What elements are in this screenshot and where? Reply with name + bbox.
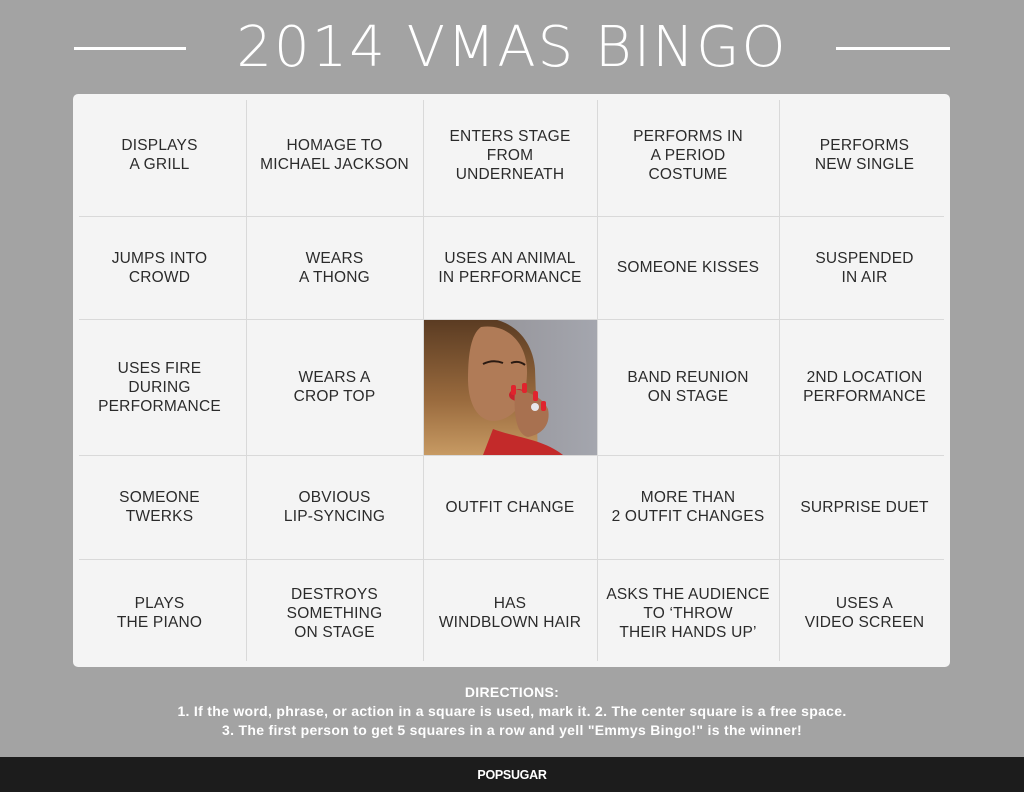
title-rule-right: [836, 47, 950, 50]
bingo-square[interactable]: [423, 216, 597, 319]
bingo-square-label: SOMEONE TWERKS: [119, 489, 200, 525]
bingo-square-label: PERFORMS IN A PERIOD COSTUME: [633, 127, 743, 183]
bingo-square-label: BAND REUNION ON STAGE: [627, 369, 749, 405]
grid-divider-horizontal: [79, 559, 944, 560]
bingo-square[interactable]: [73, 559, 246, 667]
bingo-square-label: DESTROYS SOMETHING ON STAGE: [286, 585, 383, 641]
bingo-square-label: WEARS A CROP TOP: [293, 369, 376, 405]
grid-divider-horizontal: [79, 319, 944, 320]
directions-heading: DIRECTIONS:: [464, 684, 560, 700]
bingo-square-label: WEARS A THONG: [299, 249, 370, 286]
bingo-square[interactable]: [73, 455, 246, 559]
footer-bar: [0, 757, 1024, 792]
bingo-square[interactable]: [779, 216, 950, 319]
popsugar-logo: POPSUGAR: [477, 767, 547, 782]
directions: [0, 683, 1024, 740]
bingo-square[interactable]: [246, 216, 423, 319]
directions-line-1: 1. If the word, phrase, or action in a square is used, mark it. 2. The center square is a free space.: [177, 703, 847, 719]
bingo-square-label: OBVIOUS LIP-SYNCING: [283, 489, 386, 525]
grid-divider-horizontal: [79, 455, 944, 456]
bingo-square-label: MORE THAN 2 OUTFIT CHANGES: [611, 489, 765, 525]
page-title: 2014 VMAS BINGO: [236, 15, 788, 80]
bingo-square[interactable]: [779, 319, 950, 455]
bingo-square[interactable]: [779, 455, 950, 559]
grid-divider-vertical: [246, 100, 247, 661]
bingo-square[interactable]: [246, 94, 423, 216]
bingo-square[interactable]: [246, 455, 423, 559]
grid-divider-vertical: [779, 100, 780, 661]
bingo-square[interactable]: [597, 94, 779, 216]
bingo-square-label: ASKS THE AUDIENCE TO ‘THROW THEIR HANDS UP’: [606, 585, 770, 641]
bingo-square-label: SOMEONE KISSES: [616, 259, 760, 276]
center-free-space-photo: [423, 319, 597, 455]
bingo-square-label: ENTERS STAGE FROM UNDERNEATH: [449, 127, 571, 183]
bingo-card: [73, 94, 950, 667]
directions-line-2: 3. The first person to get 5 squares in a row and yell "Emmys Bingo!" is the winner!: [222, 722, 802, 738]
bingo-square-label: JUMPS INTO CROWD: [111, 249, 208, 286]
bingo-square-label: USES FIRE DURING PERFORMANCE: [98, 359, 221, 415]
bingo-square-label: SUSPENDED IN AIR: [815, 249, 914, 286]
bingo-square[interactable]: [597, 559, 779, 667]
bingo-square[interactable]: [246, 319, 423, 455]
bingo-square[interactable]: [597, 319, 779, 455]
bingo-square-label: PERFORMS NEW SINGLE: [814, 137, 915, 173]
bingo-square-label: PLAYS THE PIANO: [116, 595, 203, 631]
bingo-square[interactable]: [597, 455, 779, 559]
bingo-square[interactable]: [597, 216, 779, 319]
bingo-square-label: USES A VIDEO SCREEN: [804, 595, 925, 631]
bingo-square[interactable]: [423, 559, 597, 667]
bingo-square[interactable]: [246, 559, 423, 667]
bingo-square-label: DISPLAYS A GRILL: [121, 137, 198, 173]
bingo-square-label: OUTFIT CHANGE: [445, 498, 575, 516]
title-row: [0, 12, 1024, 84]
bingo-square-label: HOMAGE TO MICHAEL JACKSON: [260, 137, 409, 173]
celebrity-photo-image: [423, 319, 597, 455]
bingo-square[interactable]: [423, 455, 597, 559]
grid-divider-vertical: [423, 100, 424, 661]
bingo-square-label: SURPRISE DUET: [800, 498, 929, 516]
grid-divider-horizontal: [79, 216, 944, 217]
bingo-square[interactable]: [73, 319, 246, 455]
bingo-square-label: HAS WINDBLOWN HAIR: [438, 595, 582, 631]
bingo-square-label: USES AN ANIMAL IN PERFORMANCE: [438, 249, 582, 286]
bingo-square[interactable]: [73, 216, 246, 319]
bingo-square[interactable]: [779, 559, 950, 667]
grid-divider-vertical: [597, 100, 598, 661]
bingo-square-label: 2ND LOCATION PERFORMANCE: [803, 369, 926, 405]
bingo-square[interactable]: [73, 94, 246, 216]
bingo-square[interactable]: [423, 94, 597, 216]
bingo-square[interactable]: [779, 94, 950, 216]
